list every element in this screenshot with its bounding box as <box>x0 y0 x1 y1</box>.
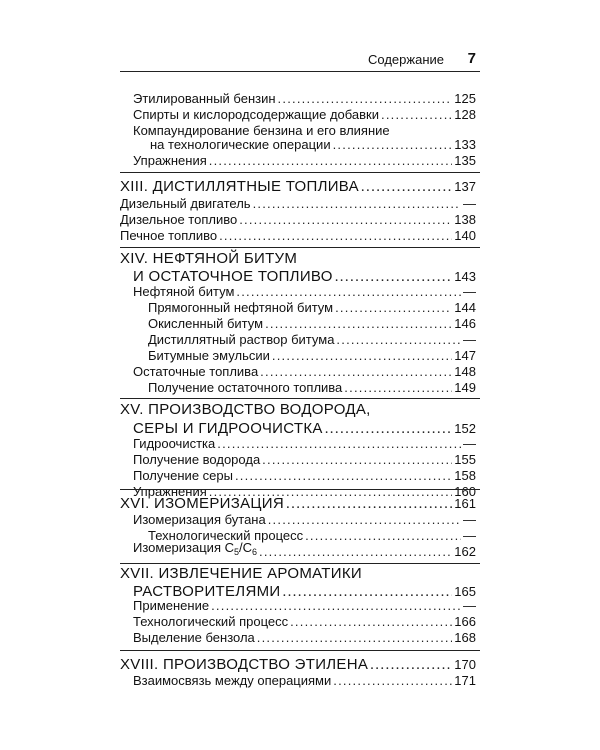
toc-entry-title: Получение остаточного топлива <box>148 380 343 395</box>
toc-chapter-page: 143 <box>454 269 476 284</box>
toc-chapter <box>120 175 476 195</box>
toc-entry-title: Применение <box>133 598 210 613</box>
header-title: Содержание <box>368 52 444 67</box>
section-divider <box>120 398 480 399</box>
toc-leader <box>361 179 452 195</box>
toc-leader <box>305 528 461 544</box>
toc-entry-title: Дизельный двигатель <box>120 196 251 211</box>
toc-chapter <box>133 417 476 437</box>
toc-entry <box>148 300 476 316</box>
toc-entry-title-line: Компаундирование бензина и его влияние <box>133 123 390 138</box>
toc-entry-page: 140 <box>454 228 476 243</box>
toc-entry-page: 168 <box>454 630 476 645</box>
toc-leader <box>219 228 452 244</box>
toc-entry-page: 166 <box>454 614 476 629</box>
toc-leader <box>209 153 453 169</box>
toc-entry-page: 162 <box>454 544 476 559</box>
toc-leader <box>211 598 461 614</box>
toc-entry-title: Взаимосвязь между операциями <box>133 673 332 688</box>
toc-entry-page: 133 <box>454 137 476 152</box>
toc-leader <box>333 673 452 689</box>
toc-entry <box>133 614 476 630</box>
toc-chapter-title: XIII. ДИСТИЛЛЯТНЫЕ ТОПЛИВА <box>120 178 359 195</box>
toc-entry-page: 138 <box>454 212 476 227</box>
toc-entry-title: Упражнения <box>133 153 207 168</box>
toc-entry-page: — <box>463 332 476 347</box>
toc-chapter-title-line: XIV. НЕФТЯНОЙ БИТУМ <box>120 250 298 267</box>
toc-leader <box>236 284 461 300</box>
toc-leader <box>217 436 461 452</box>
toc-leader <box>325 421 453 437</box>
toc-entry-title: Упражнения <box>133 484 207 499</box>
toc-entry <box>133 284 476 300</box>
toc-entry-title: Дистиллятный раствор битума <box>148 332 335 347</box>
toc-entry-title: Гидроочистка <box>133 436 216 451</box>
toc-entry-page: 155 <box>454 452 476 467</box>
toc-chapter-page: 152 <box>454 421 476 436</box>
toc-entry-page: 128 <box>454 107 476 122</box>
toc-entry <box>133 673 476 689</box>
subscript-5: 5 <box>234 547 240 557</box>
toc-chapter <box>133 265 476 285</box>
toc-chapter <box>133 580 476 600</box>
toc-entry <box>133 436 476 452</box>
toc-entry <box>133 91 476 107</box>
toc-entry-page: 135 <box>454 153 476 168</box>
toc-entry <box>133 598 476 614</box>
toc-leader <box>257 630 453 646</box>
toc-entry <box>148 380 476 396</box>
toc-leader <box>370 657 452 673</box>
toc-entry-title: Окисленный битум <box>148 316 264 331</box>
subscript-6: 6 <box>252 547 258 557</box>
toc-leader <box>239 212 452 228</box>
toc-chapter-page: 165 <box>454 584 476 599</box>
toc-entry-title: Остаточные топлива <box>133 364 259 379</box>
toc-entry-title: Нефтяной битум <box>133 284 235 299</box>
toc-entry <box>133 630 476 646</box>
toc-chapter-title: XVI. ИЗОМЕРИЗАЦИЯ <box>120 495 285 512</box>
toc-chapter-page: 170 <box>454 657 476 672</box>
toc-entry <box>133 452 476 468</box>
toc-entry-title <box>133 540 257 560</box>
toc-chapter-title: РАСТВОРИТЕЛЯМИ <box>133 583 281 600</box>
toc-entry-title: Получение водорода <box>133 452 261 467</box>
toc-entry-page: 149 <box>454 380 476 395</box>
toc-chapter-page: 137 <box>454 179 476 194</box>
toc-leader <box>260 364 452 380</box>
toc-leader <box>253 196 461 212</box>
toc-entry <box>133 153 476 169</box>
toc-leader <box>336 332 461 348</box>
toc-entry-page: — <box>463 512 476 527</box>
section-divider <box>120 489 480 490</box>
toc-entry-title: Прямогонный нефтяной битум <box>148 300 334 315</box>
toc-entry-title: Спирты и кислородсодержащие добавки <box>133 107 379 122</box>
toc-entry-title: Этилированный бензин <box>133 91 276 106</box>
toc-chapter-title: СЕРЫ И ГИДРООЧИСТКА <box>133 420 323 437</box>
header-page-number: 7 <box>467 50 476 67</box>
toc-entry <box>150 137 476 153</box>
toc-entry-page: — <box>463 436 476 451</box>
toc-chapter-page: 161 <box>454 496 476 511</box>
toc-entry <box>133 364 476 380</box>
toc-leader <box>259 544 452 560</box>
toc-entry-page: 148 <box>454 364 476 379</box>
toc-entry-page: 158 <box>454 468 476 483</box>
section-divider <box>120 563 480 564</box>
toc-entry <box>148 348 476 364</box>
toc-entry-page: — <box>463 598 476 613</box>
toc-entry <box>133 107 476 123</box>
toc-chapter-title-line: XV. ПРОИЗВОДСТВО ВОДОРОДА, <box>120 401 371 418</box>
toc-entry <box>148 316 476 332</box>
toc-leader <box>335 300 452 316</box>
toc-entry-page: 125 <box>454 91 476 106</box>
toc-entry-page: 147 <box>454 348 476 363</box>
toc-chapter-title-line: XVII. ИЗВЛЕЧЕНИЕ АРОМАТИКИ <box>120 565 362 582</box>
formula-slash: /C <box>239 540 253 555</box>
toc-leader <box>235 468 452 484</box>
section-divider <box>120 650 480 651</box>
toc-entry-page: 171 <box>454 673 476 688</box>
toc-entry-title: Битумные эмульсии <box>148 348 270 363</box>
toc-leader <box>290 614 452 630</box>
toc-entry <box>133 512 476 528</box>
toc-entry <box>133 468 476 484</box>
toc-leader <box>268 512 461 528</box>
section-divider <box>120 172 480 173</box>
toc-leader <box>333 137 453 153</box>
toc-entry <box>133 540 476 560</box>
toc-chapter <box>120 653 476 673</box>
toc-chapter-title: И ОСТАТОЧНОЕ ТОПЛИВО <box>133 268 333 285</box>
toc-entry-title: Печное топливо <box>120 228 218 243</box>
toc-entry <box>120 228 476 244</box>
toc-chapter-title: XVIII. ПРОИЗВОДСТВО ЭТИЛЕНА <box>120 656 369 673</box>
toc-entry-title: на технологические операции <box>150 137 331 152</box>
toc-entry-title: Изомеризация бутана <box>133 512 266 527</box>
section-divider <box>120 247 480 248</box>
toc-entry-title: Дизельное топливо <box>120 212 238 227</box>
toc-entry-page: — <box>463 196 476 211</box>
toc-leader <box>265 316 452 332</box>
toc-entry-title: Технологический процесс <box>133 614 289 629</box>
toc-entry-page: 146 <box>454 316 476 331</box>
toc-leader <box>272 348 452 364</box>
toc-entry-page: 160 <box>454 484 476 499</box>
toc-entry <box>120 212 476 228</box>
formula-text: Изомеризация C <box>133 540 234 555</box>
toc-leader <box>344 380 452 396</box>
toc-entry <box>120 196 476 212</box>
toc-entry-title: Технологический процесс <box>148 528 304 543</box>
toc-leader <box>286 496 452 512</box>
toc-entry-page: 144 <box>454 300 476 315</box>
toc-chapter <box>120 492 476 512</box>
toc-leader <box>278 91 453 107</box>
toc-entry-page: — <box>463 528 476 543</box>
toc-leader <box>262 452 452 468</box>
toc-entry <box>148 332 476 348</box>
toc-entry-title: Выделение бензола <box>133 630 255 645</box>
toc-entry-page: — <box>463 284 476 299</box>
toc-leader <box>381 107 452 123</box>
toc-entry-title: Получение серы <box>133 468 233 483</box>
toc-leader <box>335 269 453 285</box>
